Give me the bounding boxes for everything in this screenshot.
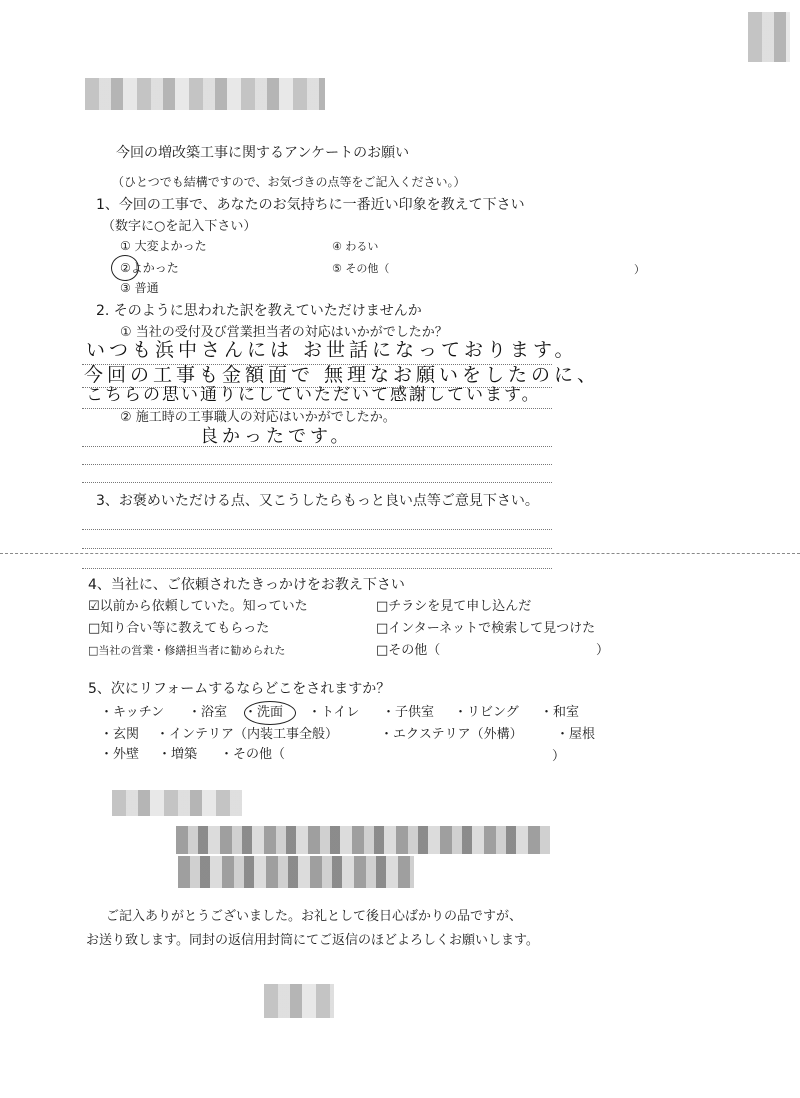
q5-row2-item: ・玄関 (100, 727, 140, 742)
q5-row2-item: ・エクステリア（外構） (380, 727, 523, 742)
q1-option-5: ⑤ その他（ (332, 262, 390, 275)
q5-row1-item: ・キッチン (100, 705, 165, 720)
answer-rule (82, 464, 552, 465)
q5-row1-item: ・洗面 (244, 705, 284, 720)
q4-option-6: □その他（ (376, 643, 441, 658)
page-title: 今回の増改築工事に関するアンケートのお願い (116, 145, 410, 161)
answer-rule (82, 529, 552, 530)
answer-rule (82, 482, 552, 483)
handwritten-answer-1-line-3: こちらの思い通りにしていただいて感謝しています。 (86, 385, 541, 405)
q1-option-1: ① 大変よかった (120, 239, 207, 253)
q2-sub1: ① 当社の受付及び営業担当者の対応はいかがでしたか？ (120, 325, 448, 340)
handwritten-answer-2: 良かったです。 (200, 426, 353, 447)
q4-option-1: ☑以前から依頼していた。知っていた (88, 599, 308, 614)
q5-row1-item: ・子供室 (382, 705, 435, 720)
closing-text-line-2: お送り致します。同封の返信用封筒にてご返信のほどよろしくお願いします。 (86, 933, 539, 948)
redacted-address-block-2 (178, 856, 414, 888)
redacted-header-name (85, 78, 325, 110)
q4-option-5: □インターネットで検索して見つけた (376, 621, 596, 636)
q5-row3-item: ・その他（ (220, 747, 286, 762)
answer-rule (82, 408, 552, 409)
handwritten-answer-1-line-2: 今回の工事も金額面で 無理なお願いをしたのに、 (84, 364, 601, 386)
answer-rule (82, 568, 552, 569)
q5-row1-item: ・和室 (540, 705, 580, 720)
redacted-mid-label (112, 790, 242, 816)
q5-row2-item: ・インテリア（内装工事全般） (156, 727, 339, 742)
page-subtitle: （ひとつでも結構ですので、お気づきの点等をご記入ください。） (112, 175, 466, 189)
q4-option-4: □チラシを見て申し込んだ (376, 599, 532, 614)
q5-row3-item: ・増築 (158, 747, 198, 762)
redacted-bottom-stamp (264, 984, 334, 1018)
q1-option-3: ③ 普通 (120, 281, 159, 295)
q5-row3-item: ・外壁 (100, 747, 140, 762)
redacted-top-right (748, 12, 790, 62)
closing-text-line-1: ご記入ありがとうございました。お礼として後日心ばかりの品ですが、 (106, 909, 523, 924)
q5-row2-item: ・屋根 (556, 727, 596, 742)
q5-question: 5、次にリフォームするならどこをされますか？ (88, 681, 391, 697)
q1-option-2: ②よかった (120, 261, 179, 275)
q4-option-2: □知り合い等に教えてもらった (88, 621, 270, 636)
scan-fold-line (0, 553, 800, 554)
answer-rule (82, 446, 552, 447)
q1-question: 1、今回の工事で、あなたのお気持ちに一番近い印象を教えて下さい (96, 197, 525, 213)
q2-sub2: ② 施工時の工事職人の対応はいかがでしたか。 (120, 410, 396, 425)
q1-note: （数字に○を記入下さい） (102, 219, 257, 234)
q4-question: 4、当社に、ご依頼されたきっかけをお教え下さい (88, 577, 405, 593)
redacted-address-block (176, 826, 550, 854)
q1-option-5-close: ） (634, 263, 645, 276)
q5-row1-item: ・リビング (454, 705, 519, 720)
handwritten-answer-1-line-1: いつも浜中さんには お世話になっております。 (86, 339, 578, 361)
answer-rule (82, 548, 552, 549)
q3-question: 3、お褒めいただける点、又こうしたらもっと良い点等ご意見下さい。 (96, 493, 539, 509)
q1-option-4: ④ わるい (332, 240, 379, 253)
selected-circle-mark (111, 255, 139, 281)
q5-row1-item: ・トイレ (308, 705, 360, 720)
q5-row3-close: ） (552, 749, 566, 764)
q2-question: 2. そのように思われた訳を教えていただけませんか (96, 303, 422, 319)
q4-option-6-close: ） (596, 643, 610, 658)
q5-row1-item: ・浴室 (188, 705, 228, 720)
q4-option-3: □当社の営業・修繕担当者に勧められた (88, 644, 286, 657)
selected-circle-mark (244, 701, 296, 725)
